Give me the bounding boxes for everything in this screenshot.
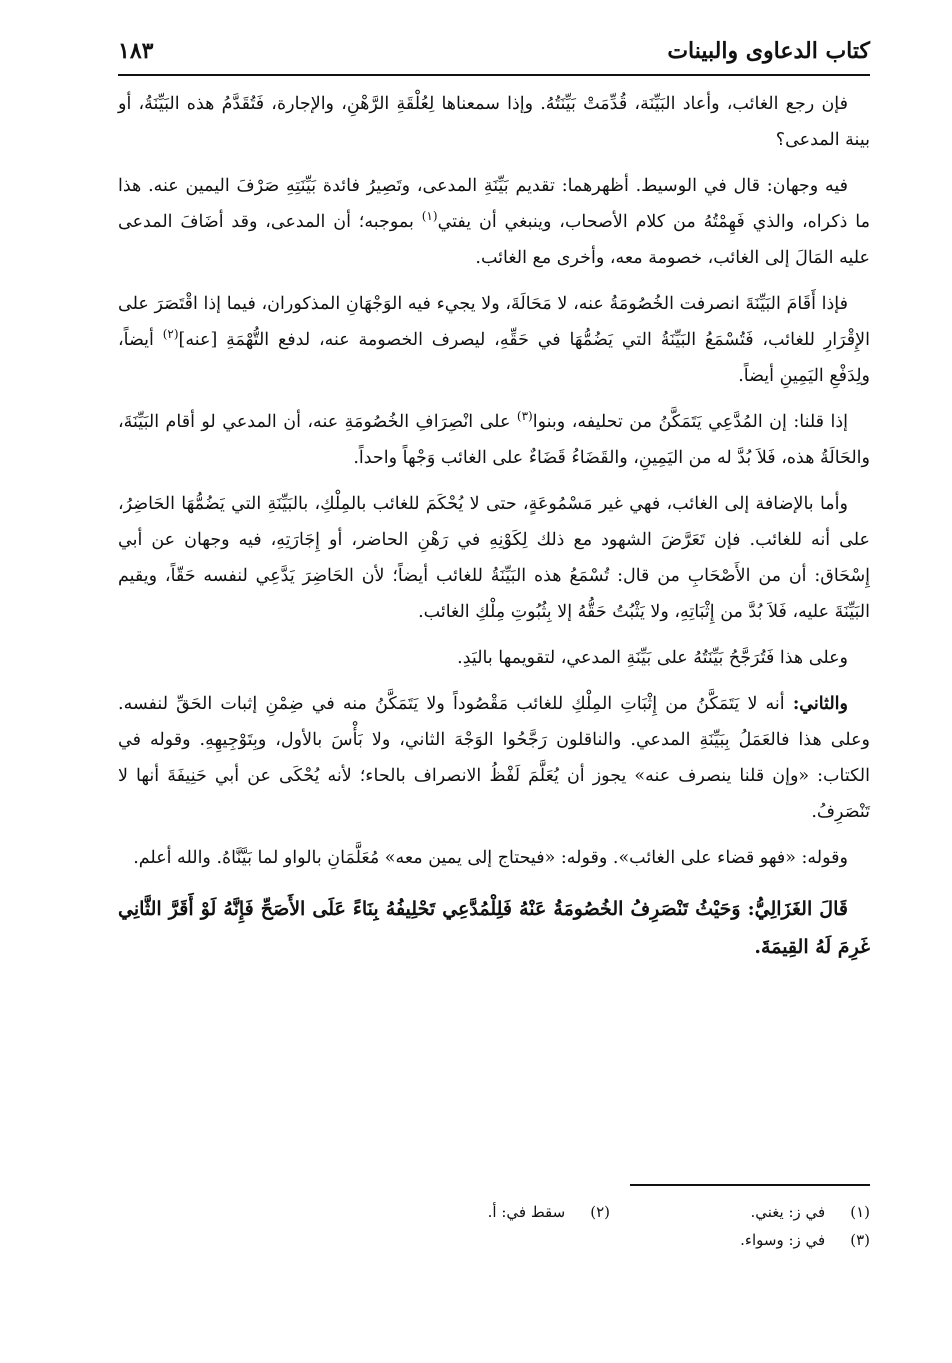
paragraph-text: على انْصِرَافِ الخُصُومَةِ عنه، أن المدعي لو أقام البَيِّنَةَ، والحَالَةُ هذه، فَلاَ بُدَّ له من اليَمِينِ، والقَضَاءُ قَضَاءٌ على الغائب وَجْهاً واحداً.	[118, 412, 870, 468]
page-number: ١٨٣	[118, 38, 154, 64]
paragraph-4	[118, 404, 870, 476]
footnote-number: (١)	[850, 1203, 870, 1221]
footnote-ref-2[interactable]: (٢)	[162, 327, 179, 342]
paragraph-text: فيه وجهان: قال في الوسيط. أظهرهما: تقديم بَيِّنَةِ المدعى، وتَصِيرُ فائدة بَيِّنَتِهِ صَرْفَ اليمين عنه. هذا ما ذكراه، والذي فَهِمْتُهُ من كلام الأصحاب، وينبغي أن يفتي	[118, 176, 870, 232]
footnote-3	[610, 1226, 870, 1254]
footnote-ref-1[interactable]: (١)	[421, 209, 438, 224]
footnote-number: (٢)	[590, 1203, 610, 1221]
paragraph-text: وعلى هذا فَتُرَجَّحُ بَيِّنَتُهُ على بَيِّنَةِ المدعي، لتقويمها باليَدِ.	[457, 648, 848, 668]
footnote-1	[610, 1198, 870, 1226]
paragraph-text: إذا قلنا: إن المُدَّعِي يَتَمَكَّنُ من تحليفه، وبنوا	[532, 412, 848, 432]
page-body	[118, 86, 870, 976]
paragraph-3	[118, 286, 870, 394]
paragraph-text: فإن رجع الغائب، وأعاد البَيِّنَة، قُدِّمَتْ بَيِّنَتُهُ. وإذا سمعناها لِعُلْقَةِ الرَّهْنِ، والإجارة، فَتُقَدَّمُ هذه البَيِّنَةُ، أو بينة المدعى؟	[118, 94, 870, 150]
paragraph-matn	[118, 890, 870, 966]
footnote-ref-3[interactable]: (٣)	[516, 409, 533, 424]
paragraph-lead: والثاني:	[792, 694, 848, 714]
paragraph-text: أيضاً، ولِدَفْعِ اليَمِينِ أيضاً.	[118, 330, 870, 386]
paragraph-text: بموجبه؛ أن المدعى، وقد أضَافَ المدعى عليه المَالَ إلى الغائب، خصومة معه، وأخرى مع الغائب.	[118, 212, 870, 268]
paragraph-6	[118, 640, 870, 676]
paragraph-5	[118, 486, 870, 630]
footnote-text: سقط في: أ.	[487, 1203, 566, 1221]
footnote-row	[118, 1226, 870, 1254]
book-title: كتاب الدعاوى والبينات	[667, 38, 870, 64]
paragraph-text: وقوله: «فهو قضاء على الغائب». وقوله: «فيحتاج إلى يمين معه» مُعَلَّمَانِ بالواو لما بَيَّنَّاهُ. والله أعلم.	[133, 848, 848, 868]
paragraph-text: قَالَ الغَزَالِيُّ: وَحَيْثُ تَنْصَرِفُ الخُصُومَةُ عَنْهُ فَلِلْمُدَّعِي تَحْلِيفُهُ بِنَاءً عَلَى الأَصَحِّ فَإِنَّهُ لَوْ أَقَرَّ الثَّانِي غَرِمَ لَهُ القِيمَةَ.	[118, 898, 870, 958]
paragraph-text: فإذا أَقَامَ البَيِّنَةَ انصرفت الخُصُومَةُ عنه، لا مَحَالَةَ، ولا يجيء فيه الوَجْهَانِ المذكوران، فيما إذا اقْتَصَرَ على الإِقْرَارِ للغائب، فَتُسْمَعُ البَيِّنَةُ التي يَضُمُّهَا في حَقِّهِ، ليصرف الخصومة عنه، لدفع التُّهْمَةِ [عنه]	[118, 294, 871, 350]
footnote-divider	[630, 1184, 870, 1186]
paragraph-text: أنه لا يَتَمَكَّنُ من إِثْبَاتِ المِلْكِ للغائب مَقْصُوداً ولا يَتَمَكَّنُ منه في ضِمْنِ إثبات الحَقِّ لنفسه. وعلى هذا فالعَمَلُ بِبَيِّنَةِ المدعي. والناقلون رَجَّحُوا الوَجْهَ الثاني، ولا بَأْسَ بالأول، وبِتَوْجِيهِهِ. وقوله في الكتاب: «وإن قلنا ينصرف عنه» يجوز أن يُعَلَّمَ لَفْظُ الانصراف بالحاء؛ لأنه يُحْكَى عن أبي حَنِيفَةَ أنها لا تَنْصَرِفُ.	[118, 694, 870, 822]
paragraph-8	[118, 840, 870, 876]
footnote-2	[350, 1198, 610, 1226]
footnotes	[118, 1184, 870, 1254]
page-header	[118, 30, 870, 76]
paragraph-7	[118, 686, 870, 830]
paragraph-1	[118, 86, 870, 158]
footnote-text: في ز: وسواء.	[740, 1231, 826, 1249]
paragraph-2	[118, 168, 870, 276]
paragraph-text: وأما بالإضافة إلى الغائب، فهي غير مَسْمُوعَةٍ، حتى لا يُحْكَمَ للغائب بالمِلْكِ، بالبَيِّنَةِ التي يَضُمُّهَا الحَاضِرُ، على أنه للغائب. فإن تَعَرَّضَ الشهود مع ذلك لِكَوْنِهِ في رَهْنِ الحاضر، أو إِجَارَتِهِ، فيه وجهان عن أبي إِسْحَاق: أن من الأَصْحَابِ من قال: تُسْمَعُ هذه البَيِّنَةُ للغائب أيضاً؛ لأن الحَاضِرَ يَدَّعِي لنفسه حَقّاً، ويقيم البَيِّنَةَ عليه، فَلاَ بُدَّ من إِثْبَاتِهِ، ولا يَثْبُتُ حَقُّهُ إلا بِثُبُوتِ مِلْكِ الغائب.	[118, 494, 870, 622]
footnote-number: (٣)	[850, 1231, 870, 1249]
footnote-text: في ز: يغني.	[750, 1203, 826, 1221]
footnote-row	[118, 1198, 870, 1226]
